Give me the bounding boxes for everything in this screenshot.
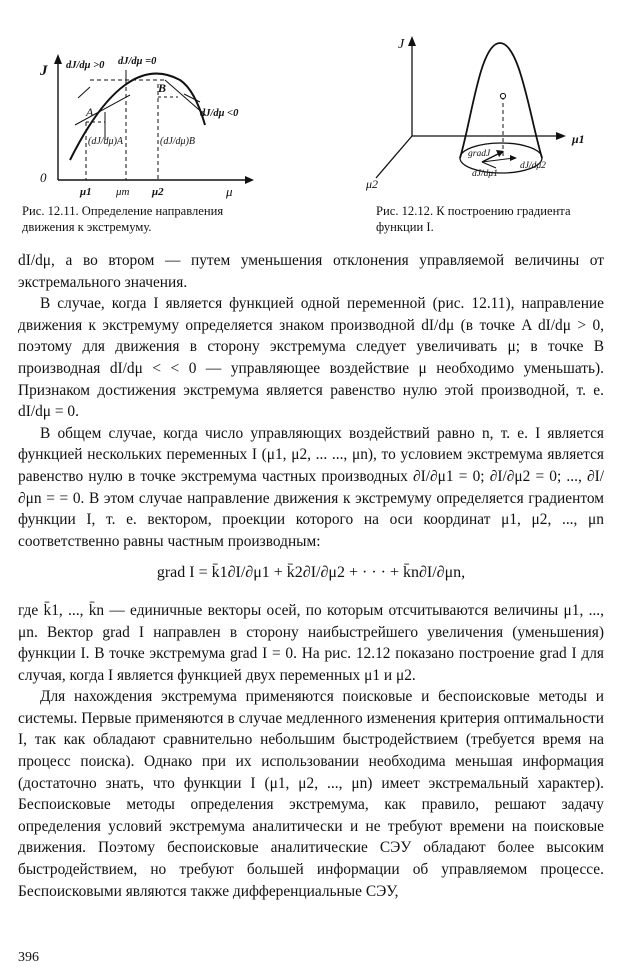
- origin-label: 0: [40, 170, 47, 185]
- figure-12-11-caption: Рис. 12.11. Определение направления движения к экстремуму.: [22, 204, 224, 234]
- paragraph-5: Для нахождения экстремума применяются поисковые и беспоисковые методы и системы. Первые применяются в случае медленного изменения критерия оптимальности I, так как обладают сравнительно небольшим быстродействием (требуется время на процесс поиска). Однако при их использовании необходима меньшая информация (достаточно знать, что функции I (μ1, μ2, ..., μn) имеет экстремальный характер). Беспоисковые методы определения экстремума, как правило, решают задачу определения условий экстремума аналитически и не требуют времени на поисковые движения. Поэтому беспоисковые аналитические СЭУ обладают более высоким быстродействием, но требуют большей информации об управляемом процессе. Беспоисковыми являются также дифференциальные СЭУ,: [18, 688, 604, 900]
- paragraph-2: В случае, когда I является функцией одной переменной (рис. 12.11), направление движения к экстремуму определяется знаком производной dI/dμ (в точке A dI/dμ > 0, поэтому для движения в сторону экстремума следует увеличивать μ; в точке B производная dI/dμ < < 0 — управляющее воздействие μ необходимо уменьшать). Признаком достижения экстремума является равенство нулю этой производной, т. е. dI/dμ = 0.: [18, 295, 604, 421]
- mu1-axis-label: μ1: [572, 132, 585, 146]
- figure-12-12: [360, 28, 600, 198]
- mu2-axis-label: μ2: [366, 177, 379, 191]
- mu1-tick-label: μ1: [80, 186, 92, 198]
- paragraph-3: В общем случае, когда число управляющих воздействий равно n, т. е. I является функцией нескольких переменных I (μ1, μ2, ... ..., μn), то условием экстремума является равенство нулю в точке экстремума частных производных ∂I/∂μ1 = 0; ∂I/∂μ2 = 0; ..., ∂I/∂μn = = 0. В этом случае направление движения к экстремуму определяется градиентом функции I, т. е. вектором, проекции которого на оси координат μ1, μ2, ..., μn соответственно равны частным производным:: [18, 424, 604, 550]
- x-axis-label: μ: [226, 184, 233, 199]
- point-a-label: A: [86, 105, 94, 119]
- y-axis-label: J: [40, 63, 48, 79]
- gradient-construction-diagram: [360, 28, 600, 198]
- slope-positive-label: dJ/dμ >0: [66, 60, 105, 71]
- derivative-b-label: (dJ/dμ)B: [160, 136, 196, 147]
- derivative-a-label: (dJ/dμ)A: [88, 136, 124, 147]
- page-number: 396: [18, 950, 39, 965]
- page-body: [18, 250, 604, 902]
- gradient-label: gradJ: [468, 149, 491, 159]
- mum-tick-label: μm: [116, 186, 130, 198]
- partial-mu1-label: dJ/dμ1: [472, 169, 498, 179]
- y-axis-label: J: [398, 37, 405, 52]
- slope-zero-label: dJ/dμ =0: [118, 56, 157, 67]
- extremum-direction-diagram: [30, 40, 265, 200]
- mu2-tick-label: μ2: [152, 186, 164, 198]
- gradient-formula: grad I = k̄1∂I/∂μ1 + k̄2∂I/∂μ2 + · · · + k̄n∂I/∂μn,: [156, 564, 466, 582]
- slope-negative-label: dJ/dμ <0: [200, 108, 239, 119]
- figure-12-12-caption: Рис. 12.12. К построению градиента функции I.: [376, 204, 571, 234]
- paragraph-4: где k̄1, ..., k̄n — единичные векторы осей, по которым отсчитываются величины μ1, ..., μn. Вектор grad I направлен в сторону наибыстрейшего увеличения (уменьшения) функции I. В точке экстремума grad I = 0. На рис. 12.12 показано построение grad I для случая, когда I является функцией двух переменных μ1 и μ2.: [18, 601, 604, 684]
- point-b-label: B: [158, 81, 167, 95]
- partial-mu2-label: dJ/dμ2: [520, 161, 546, 171]
- figure-12-11: [30, 40, 265, 200]
- paragraph-1: dI/dμ, а во втором — путем уменьшения отклонения управляемой величины от экстремального значения.: [18, 252, 604, 291]
